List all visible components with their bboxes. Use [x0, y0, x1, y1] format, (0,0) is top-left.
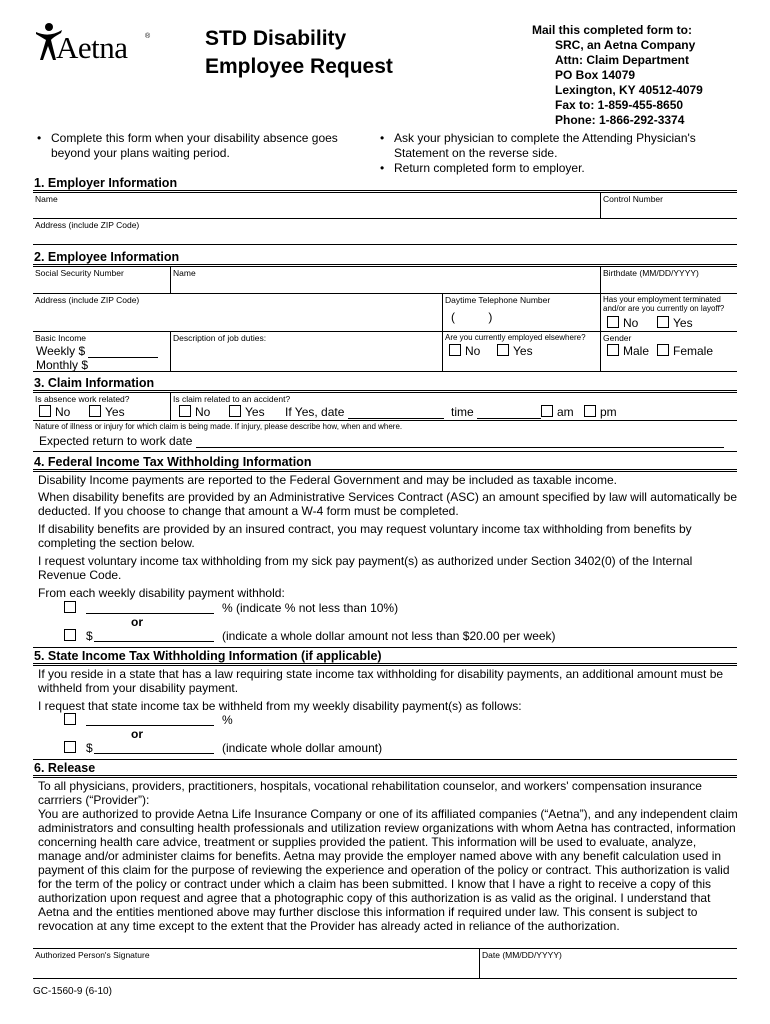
- gender-field: [600, 332, 737, 372]
- form-title: [205, 25, 393, 81]
- male-checkbox[interactable]: [607, 344, 619, 356]
- section6-title: 6. Release: [34, 761, 96, 775]
- terminated-no-option[interactable]: [607, 316, 638, 330]
- fax-line: Fax to: 1-859-455-8650: [555, 98, 684, 112]
- fed-percent-input[interactable]: [86, 601, 214, 614]
- elsewhere-no-label: No: [465, 344, 481, 358]
- expected-return-input[interactable]: [196, 436, 724, 448]
- pm-checkbox[interactable]: [584, 405, 596, 417]
- sec4-p3: If disability benefits are provided by an insured contract, you may request voluntary income tax withholding from benefits by completing the section below.: [38, 522, 692, 550]
- section4-title: 4. Federal Income Tax Withholding Information: [34, 455, 312, 469]
- instruction-right: [394, 131, 696, 176]
- accident-yes-checkbox[interactable]: [229, 405, 241, 417]
- employed-elsewhere-field: [442, 332, 600, 372]
- employee-address-field[interactable]: [33, 294, 442, 332]
- accident-no-label: No: [195, 405, 211, 419]
- accident-date-input[interactable]: [348, 407, 444, 419]
- accident-yes-option[interactable]: [229, 405, 265, 419]
- employed-elsewhere-label: Are you currently employed elsewhere?: [445, 333, 586, 342]
- terminated-no-label: No: [623, 316, 639, 330]
- fed-percent-checkbox[interactable]: [64, 601, 76, 613]
- state-percent-sign: %: [222, 713, 233, 727]
- instruction-right1-line2: Statement on the reverse side.: [394, 146, 558, 160]
- section3-title: 3. Claim Information: [34, 376, 155, 390]
- state-dollar-sign: $: [86, 741, 93, 755]
- employee-address-label: Address (include ZIP Code): [35, 295, 140, 305]
- form-number: GC-1560-9 (6-10): [33, 986, 112, 997]
- work-related-yes-label: Yes: [105, 405, 125, 419]
- instruction-left: [51, 131, 338, 161]
- elsewhere-yes-option[interactable]: [497, 344, 533, 358]
- basic-income-label: Basic Income: [35, 333, 87, 343]
- sec4-p5: From each weekly disability payment withhold:: [38, 586, 285, 600]
- expected-return-label: Expected return to work date: [39, 434, 193, 448]
- mail-heading: Mail this completed form to:: [532, 23, 693, 37]
- mail-line: Lexington, KY 40512-4079: [555, 83, 703, 97]
- instruction-left-line2: beyond your plans waiting period.: [51, 146, 230, 160]
- accident-date-label: If Yes, date: [285, 405, 345, 419]
- gender-female-option[interactable]: [657, 344, 713, 358]
- phone-line: Phone: 1-866-292-3374: [555, 113, 685, 127]
- elsewhere-no-checkbox[interactable]: [449, 344, 461, 356]
- work-related-yes-option[interactable]: [89, 405, 125, 419]
- terminated-question-line1: Has your employment terminated: [603, 295, 721, 304]
- state-dollar-checkbox[interactable]: [64, 741, 76, 753]
- elsewhere-yes-label: Yes: [513, 344, 533, 358]
- sec6-p1: To all physicians, providers, practitioners, hospitals, vocational rehabilitation counselor, and workers' compensation insurance carrriers (“Provider”):: [38, 779, 702, 807]
- ssn-field[interactable]: [33, 267, 170, 294]
- accident-no-checkbox[interactable]: [179, 405, 191, 417]
- state-dollar-instruction: (indicate whole dollar amount): [222, 741, 383, 755]
- logo-wordmark: Aetna: [56, 30, 128, 65]
- accident-date: [285, 405, 444, 419]
- elsewhere-no-option[interactable]: [449, 344, 480, 358]
- job-duties-label: Description of job duties:: [173, 333, 267, 343]
- nature-of-illness-field[interactable]: [33, 421, 737, 452]
- section1-title: 1. Employer Information: [34, 176, 178, 190]
- state-dollar-input[interactable]: [94, 741, 214, 754]
- gender-label: Gender: [603, 333, 632, 343]
- terminated-question-line2: and/or are you currently on layoff?: [603, 304, 725, 313]
- expected-return: [39, 434, 724, 448]
- employee-name-label: Name: [173, 268, 196, 278]
- accident-yes-label: Yes: [245, 405, 265, 419]
- sec5-p2: I request that state income tax be withheld from my weekly disability payment(s) as follows:: [38, 699, 522, 713]
- am-checkbox[interactable]: [541, 405, 553, 417]
- fed-percent-instruction: % (indicate % not less than 10%): [222, 601, 399, 615]
- state-percent-input[interactable]: [86, 713, 214, 726]
- signature-label: Authorized Person's Signature: [35, 950, 150, 960]
- employment-terminated-field: [600, 294, 737, 332]
- accident-time: [451, 405, 541, 419]
- state-percent-checkbox[interactable]: [64, 713, 76, 725]
- signature-date-label: Date (MM/DD/YYYY): [482, 950, 562, 960]
- sec4-p4: I request voluntary income tax withholding from my sick pay payment(s) as authorized under Section 3402(0) of the Internal Revenue Code.: [38, 554, 693, 582]
- work-related-no-checkbox[interactable]: [39, 405, 51, 417]
- sec4-p1: Disability Income payments are reported to the Federal Government and may be included as taxable income.: [38, 473, 617, 487]
- weekly-amount-input[interactable]: [88, 346, 158, 358]
- monthly-amount-input[interactable]: [91, 360, 154, 372]
- terminated-no-checkbox[interactable]: [607, 316, 619, 328]
- mail-line: Attn: Claim Department: [555, 53, 690, 67]
- birthdate-label: Birthdate (MM/DD/YYYY): [603, 268, 699, 278]
- control-number-label: Control Number: [603, 194, 663, 204]
- section6-rule: [33, 775, 737, 778]
- phone-area-code-parens: ( ): [451, 310, 493, 324]
- gender-male-option[interactable]: [607, 344, 649, 358]
- mail-line: PO Box 14079: [555, 68, 636, 82]
- accident-label: Is claim related to an accident?: [173, 394, 291, 404]
- work-related-no-label: No: [55, 405, 71, 419]
- work-related-no-option[interactable]: [39, 405, 70, 419]
- section4-rule: [33, 469, 737, 472]
- signature-field[interactable]: [33, 949, 479, 979]
- fed-dollar-sign: $: [86, 629, 93, 643]
- terminated-yes-checkbox[interactable]: [657, 316, 669, 328]
- employee-name-field[interactable]: [170, 267, 600, 294]
- ssn-label: Social Security Number: [35, 268, 124, 278]
- terminated-yes-option[interactable]: [657, 316, 693, 330]
- fed-dollar-instruction: (indicate a whole dollar amount not less than $20.00 per week): [222, 629, 556, 643]
- sec4-p2: When disability benefits are provided by an Administrative Services Contract (ASC) an amount specified by law will automatically be deducted. If you choose to change that amount a W-4 form must be completed.: [38, 490, 737, 518]
- job-duties-field[interactable]: [170, 332, 442, 372]
- control-number-field[interactable]: [600, 193, 737, 219]
- birthdate-field[interactable]: [600, 267, 737, 294]
- fed-dollar-input[interactable]: [94, 629, 214, 642]
- am-option[interactable]: [541, 405, 574, 419]
- registered-mark: ®: [145, 33, 151, 40]
- terminated-yes-label: Yes: [673, 316, 693, 330]
- instruction-left-line1: • Complete this form when your disability absence goes: [51, 131, 338, 146]
- daytime-phone-field[interactable]: [442, 294, 600, 332]
- employer-address-field[interactable]: [33, 219, 737, 245]
- female-checkbox[interactable]: [657, 344, 669, 356]
- accident-field: [170, 393, 737, 421]
- employer-address-label: Address (include ZIP Code): [35, 220, 140, 230]
- section2-title: 2. Employee Information: [34, 250, 180, 264]
- accident-no-option[interactable]: [179, 405, 210, 419]
- am-label: am: [557, 405, 574, 419]
- male-label: Male: [623, 344, 650, 358]
- female-label: Female: [673, 344, 714, 358]
- nature-of-illness-label: Nature of illness or injury for which claim is being made. If injury, please describe how, when and where.: [35, 422, 403, 431]
- work-related-label: Is absence work related?: [35, 394, 130, 404]
- weekly-label: Weekly $: [36, 344, 86, 358]
- monthly-income: [36, 358, 154, 372]
- section5-top-rule: [33, 647, 737, 648]
- employer-name-label: Name: [35, 194, 58, 204]
- title-line-1: STD Disability: [205, 27, 347, 50]
- state-or: or: [131, 727, 143, 741]
- employer-name-field[interactable]: [33, 193, 600, 219]
- mailing-address: [532, 23, 703, 128]
- aetna-logo: [34, 20, 159, 70]
- mail-line: SRC, an Aetna Company: [555, 38, 696, 52]
- weekly-income: [36, 344, 158, 358]
- signature-date-field[interactable]: [479, 949, 737, 979]
- pm-label: pm: [600, 405, 617, 419]
- title-line-2: Employee Request: [205, 55, 393, 78]
- fed-or: or: [131, 615, 143, 629]
- work-related-yes-checkbox[interactable]: [89, 405, 101, 417]
- accident-time-label: time: [451, 405, 474, 419]
- fed-dollar-checkbox[interactable]: [64, 629, 76, 641]
- monthly-label: Monthly $: [36, 358, 89, 372]
- pm-option[interactable]: [584, 405, 617, 419]
- sec6-p2: You are authorized to provide Aetna Life Insurance Company or one of its affiliated companies (“Aetna”), and any independent claim administrators and consulting health professionals and utilization review organizations with whom Aetna has contracted, information concerning health care advice, treatment or supplies provided the patient. This information will be used to evaluate, analyze, manage and/or administer claims for benefits. Aetna may provide the employer named above with any benefit calculation used in payment of this claim for the purpose of reviewing the experience and operation of the policy or contract. This authorization is valid for the term of the policy or contract under which a claim has been submitted. I know that I have a right to receive a copy of this authorization upon request and agree that a photographic copy of this authorization is as valid as the original. I understand that Aetna and the entities mentioned above may further disclose this information if required under law. This consent is subject to revocation at any time except to the extent that the Provider has already acted in reliance of the authorization.: [38, 807, 738, 933]
- section5-rule: [33, 663, 737, 666]
- section5-title: 5. State Income Tax Withholding Information (if applicable): [34, 649, 382, 663]
- work-related-field: [33, 393, 170, 421]
- section6-top-rule: [33, 759, 737, 760]
- instruction-right1-line1: • Ask your physician to complete the Attending Physician's: [394, 131, 696, 146]
- daytime-phone-label: Daytime Telephone Number: [445, 295, 551, 305]
- instruction-right2: • Return completed form to employer.: [394, 161, 696, 176]
- elsewhere-yes-checkbox[interactable]: [497, 344, 509, 356]
- basic-income-field: [33, 332, 170, 372]
- sec5-p1: If you reside in a state that has a law requiring state income tax withholding for disability payments, an additional amount must be withheld from your disability payment.: [38, 667, 724, 695]
- accident-time-input[interactable]: [477, 407, 541, 419]
